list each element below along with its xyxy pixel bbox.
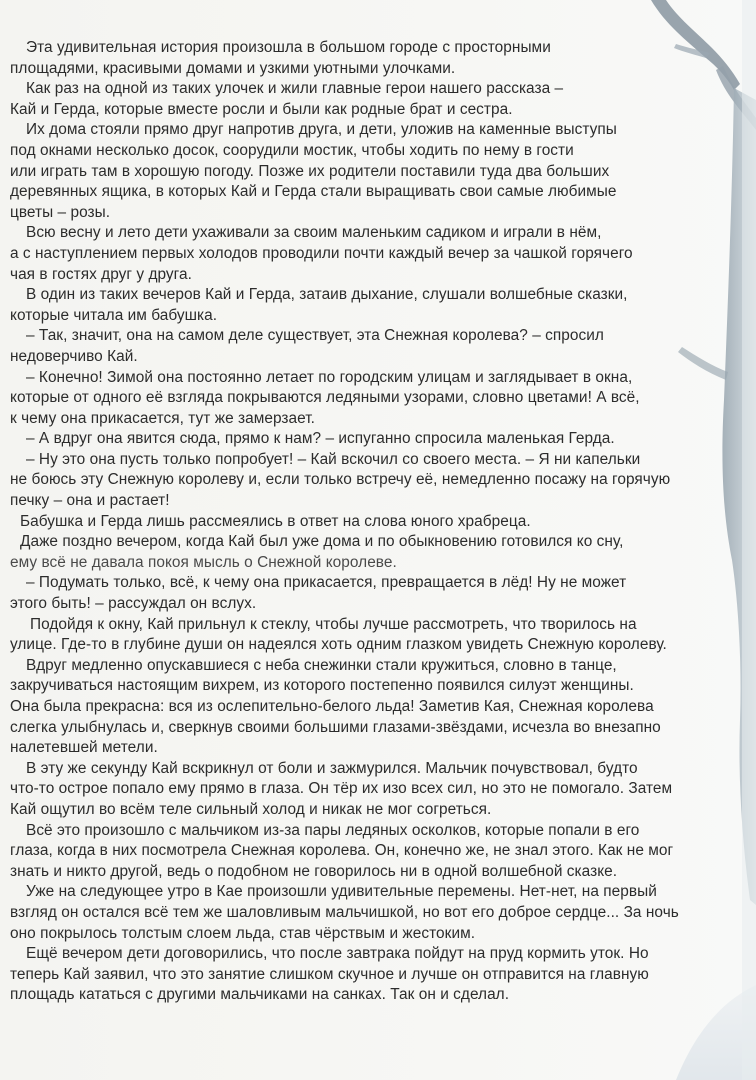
text-line: – Так, значит, она на самом деле существует, эта Снежная королева? – спросил	[26, 327, 604, 345]
text-line: недоверчиво Кай.	[10, 347, 138, 365]
paragraph	[0, 326, 712, 367]
text-line: не боюсь эту Снежную королеву и, если только встречу её, немедленно посажу на горячую	[10, 471, 671, 489]
text-line: Ещё вечером дети договорились, что после завтрака пойдут на пруд кормить уток. Но	[26, 945, 649, 963]
paragraph	[0, 38, 712, 79]
text-line: цветы – розы.	[10, 203, 111, 221]
text-line: площадь кататься с другими мальчиками на санках. Так он и сделал.	[10, 986, 510, 1004]
text-line: налетевшей метели.	[10, 739, 158, 757]
text-line: В один из таких вечеров Кай и Герда, затаив дыхание, слушали волшебные сказки,	[26, 286, 628, 304]
text-line: к чему она прикасается, тут же замерзает.	[10, 409, 315, 427]
text-line: глаза, когда в них посмотрела Снежная королева. Он, конечно же, не знал этого. Как не мог	[10, 842, 674, 860]
text-line: Всё это произошло с мальчиком из-за пары ледяных осколков, которые попали в его	[26, 821, 640, 839]
text-line: площадями, красивыми домами и узкими уютными улочками.	[10, 59, 456, 77]
paragraph	[0, 223, 712, 285]
paragraph	[0, 429, 712, 450]
text-line: В эту же секунду Кай вскрикнул от боли и зажмурился. Мальчик почувствовал, будто	[26, 759, 638, 777]
text-line: Вдруг медленно опускавшиеся с неба снежинки стали кружиться, словно в танце,	[26, 656, 617, 674]
paragraph	[0, 450, 712, 512]
text-line: оно покрылось толстым слоем льда, став чёрствым и жестоким.	[10, 924, 476, 942]
text-line: этого быть! – рассуждал он вслух.	[10, 595, 257, 613]
text-line: которые от одного её взгляда покрываются ледяными узорами, словно цветами! А всё,	[10, 389, 640, 407]
paragraph	[0, 512, 712, 533]
text-line: теперь Кай заявил, что это занятие слишком скучное и лучше он отправится на главную	[10, 965, 649, 983]
text-line: слегка улыбнулась и, сверкнув своими большими глазами-звёздами, исчезла во внезапно	[10, 718, 661, 736]
paragraph	[0, 882, 712, 944]
text-line: что-то острое попало ему прямо в глаза. Он тёр их изо всех сил, но это не помогало. Затем	[10, 780, 673, 798]
text-line: а с наступлением первых холодов проводили почти каждый вечер за чашкой горячего	[10, 244, 633, 262]
paragraph	[0, 79, 712, 120]
text-line: чая в гостях друг у друга.	[10, 265, 192, 283]
text-line: – Ну это она пусть только попробует! – Кай вскочил со своего места. – Я ни капельки	[26, 450, 641, 468]
text-line: печку – она и растает!	[10, 492, 170, 510]
text-line: – Подумать только, всё, к чему она прикасается, превращается в лёд! Ну не может	[26, 574, 627, 592]
paragraph	[0, 656, 712, 759]
paragraph	[0, 759, 712, 821]
text-line: Бабушка и Герда лишь рассмеялись в ответ на слова юного храбреца.	[20, 512, 531, 530]
text-line: – А вдруг она явится сюда, прямо к нам? – испуганно спросила маленькая Герда.	[26, 430, 615, 448]
text-line: Даже поздно вечером, когда Кай был уже дома и по обыкновению готовился ко сну,	[20, 533, 624, 551]
paragraph	[0, 532, 712, 573]
paragraph	[0, 285, 712, 326]
paragraph	[0, 120, 712, 223]
text-line: Как раз на одной из таких улочек и жили главные герои нашего рассказа –	[26, 80, 564, 98]
text-line: взгляд он остался всё тем же шаловливым мальчишкой, но вот его доброе сердце... За ночь	[10, 903, 679, 921]
text-line: Она была прекрасна: вся из ослепительно-белого льда! Заметив Кая, Снежная королева	[10, 698, 654, 715]
paragraph	[0, 615, 712, 656]
text-line: Кай и Герда, которые вместе росли и были как родные брат и сестра.	[10, 100, 513, 118]
text-line: улице. Где-то в глубине души он надеялся хоть одним глазком увидеть Снежную королеву.	[10, 636, 667, 654]
text-line: Подойдя к окну, Кай прильнул к стеклу, чтобы лучше рассмотреть, что творилось на	[30, 615, 637, 633]
text-line: которые читала им бабушка.	[10, 306, 218, 324]
paragraph	[0, 368, 712, 430]
text-line: Их дома стояли прямо друг напротив друга, и дети, уложив на каменные выступы	[26, 121, 617, 139]
text-line: или играть там в хорошую погоду. Позже их родители поставили туда два больших	[10, 162, 610, 180]
story-text	[0, 38, 712, 1006]
paragraph	[0, 821, 712, 883]
text-line: Эта удивительная история произошла в большом городе с просторными	[26, 39, 551, 56]
text-line: – Конечно! Зимой она постоянно летает по городским улицам и заглядывает в окна,	[26, 368, 633, 386]
text-line: знать и никто другой, ведь о подобном не говорилось ни в одной волшебной сказке.	[10, 862, 618, 880]
text-line: деревянных ящика, в которых Кай и Герда стали выращивать свои самые любимые	[10, 183, 617, 201]
text-line: Уже на следующее утро в Кае произошли удивительные перемены. Нет-нет, на первый	[26, 883, 657, 901]
text-line: под окнами несколько досок, соорудили мостик, чтобы ходить по нему в гости	[10, 141, 574, 159]
text-line: Всю весну и лето дети ухаживали за своим маленьким садиком и играли в нём,	[26, 224, 602, 242]
paragraph	[0, 573, 712, 614]
text-line: закручиваться настоящим вихрем, из которого постепенно появился силуэт женщины.	[10, 677, 634, 695]
paragraph	[0, 944, 712, 1006]
text-line: ему всё не давала покоя мысль о Снежной королеве.	[10, 553, 397, 571]
text-line: Кай ощутил во всём теле сильный холод и никак не мог согреться.	[10, 800, 492, 818]
